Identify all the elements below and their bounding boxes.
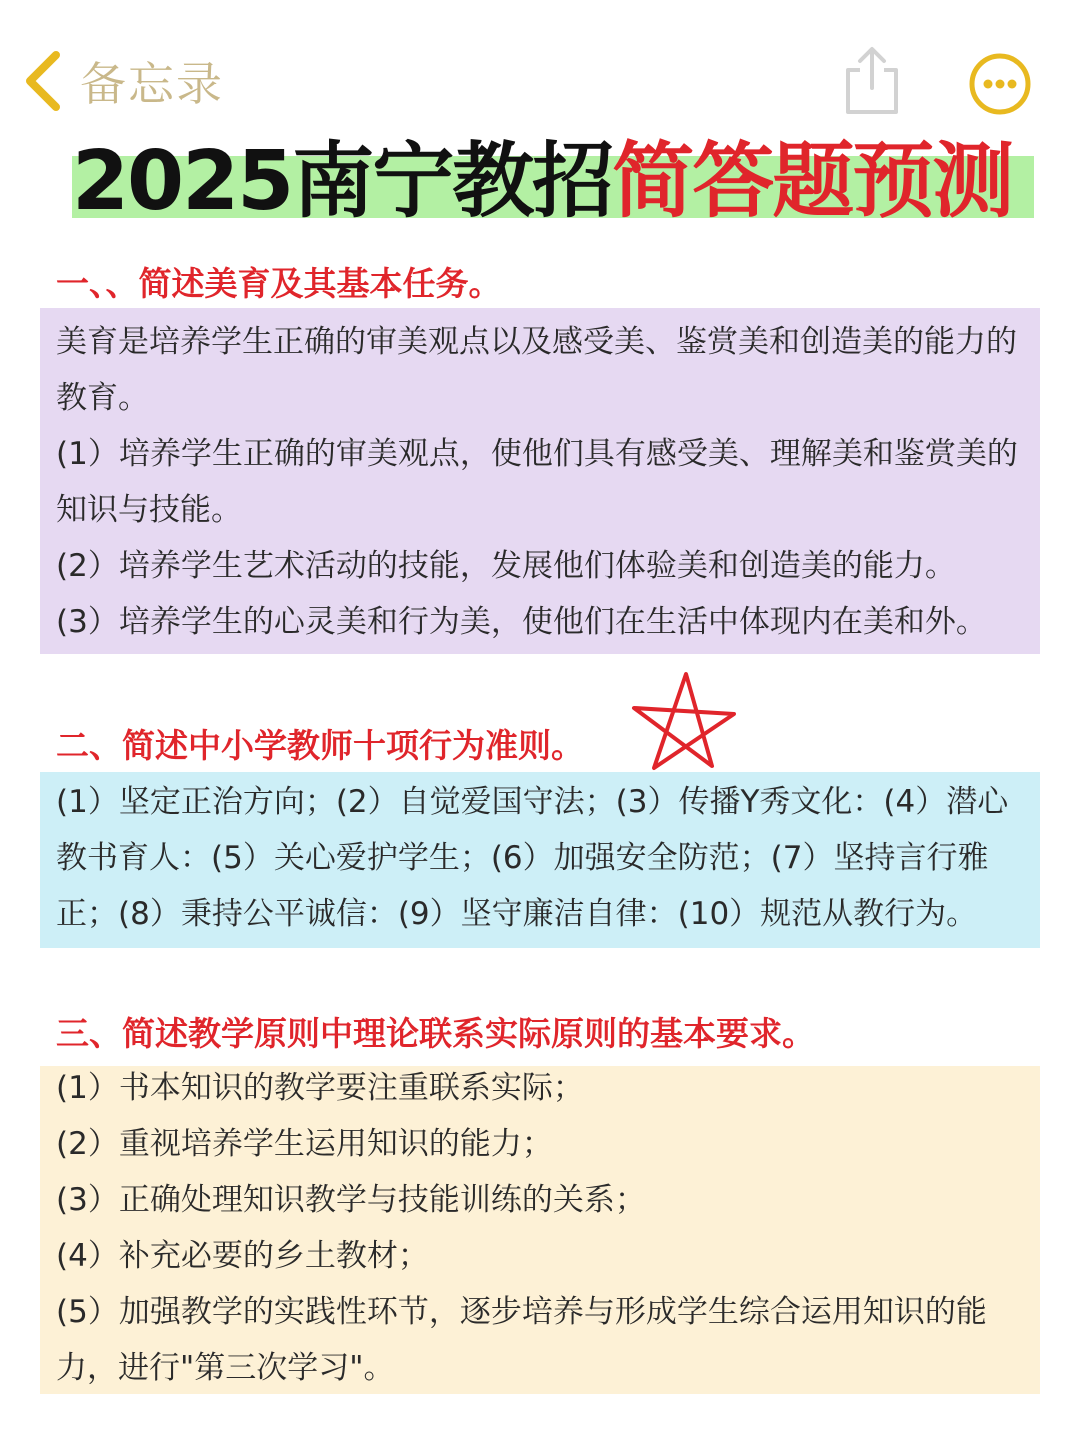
section-3-line: (2）重视培养学生运用知识的能力；	[56, 1126, 553, 1162]
chevron-left-icon	[22, 49, 66, 113]
section-1-line: 教育。	[56, 380, 149, 416]
section-1-line: (3）培养学生的心灵美和行为美，使他们在生活中体现内在美和外。	[56, 604, 987, 640]
title-part-black: 2025南宁教招	[72, 134, 613, 229]
section-3-line: (4）补充必要的乡土教材；	[56, 1238, 429, 1274]
nav-bar	[0, 0, 1080, 140]
section-2-heading: 二、简述中小学教师十项行为准则。	[56, 726, 584, 765]
section-1-line: 知识与技能。	[56, 492, 242, 528]
section-2-line: (1）坚定正治方向；(2）自觉爱国守法；(3）传播Y秀文化：(4）潜心	[56, 784, 1009, 820]
star-icon	[628, 666, 740, 776]
back-label: 备忘录	[80, 57, 224, 111]
section-3-box	[40, 1066, 1040, 1394]
section-2-line: 正；(8）秉持公平诚信：(9）坚守廉洁自律：(10）规范从教行为。	[56, 896, 978, 932]
section-3-heading: 三、简述教学原则中理论联系实际原则的基本要求。	[56, 1014, 815, 1053]
share-icon[interactable]	[840, 44, 904, 116]
section-1-box	[40, 308, 1040, 654]
more-icon[interactable]	[968, 52, 1032, 116]
section-2-line: 教书育人：(5）关心爱护学生；(6）加强安全防范；(7）坚持言行雅	[56, 840, 989, 876]
title-part-red: 简答题预测	[612, 134, 1013, 229]
section-1-line: (2）培养学生艺术活动的技能，发展他们体验美和创造美的能力。	[56, 548, 956, 584]
back-button[interactable]	[22, 48, 224, 114]
section-3-line: (3）正确处理知识教学与技能训练的关系；	[56, 1182, 646, 1218]
page-title	[72, 136, 1012, 228]
section-1-line: 美育是培养学生正确的审美观点以及感受美、鉴赏美和创造美的能力的	[56, 324, 1017, 360]
section-2-box	[40, 772, 1040, 948]
section-1-heading: 一、、简述美育及其基本任务。	[56, 264, 502, 303]
section-3-line: (1）书本知识的教学要注重联系实际；	[56, 1070, 584, 1106]
section-3-line: (5）加强教学的实践性环节，逐步培养与形成学生综合运用知识的能	[56, 1294, 987, 1330]
section-1-line: (1）培养学生正确的审美观点，使他们具有感受美、理解美和鉴赏美的	[56, 436, 1018, 472]
section-3-line: 力，进行"第三次学习"。	[56, 1350, 395, 1386]
